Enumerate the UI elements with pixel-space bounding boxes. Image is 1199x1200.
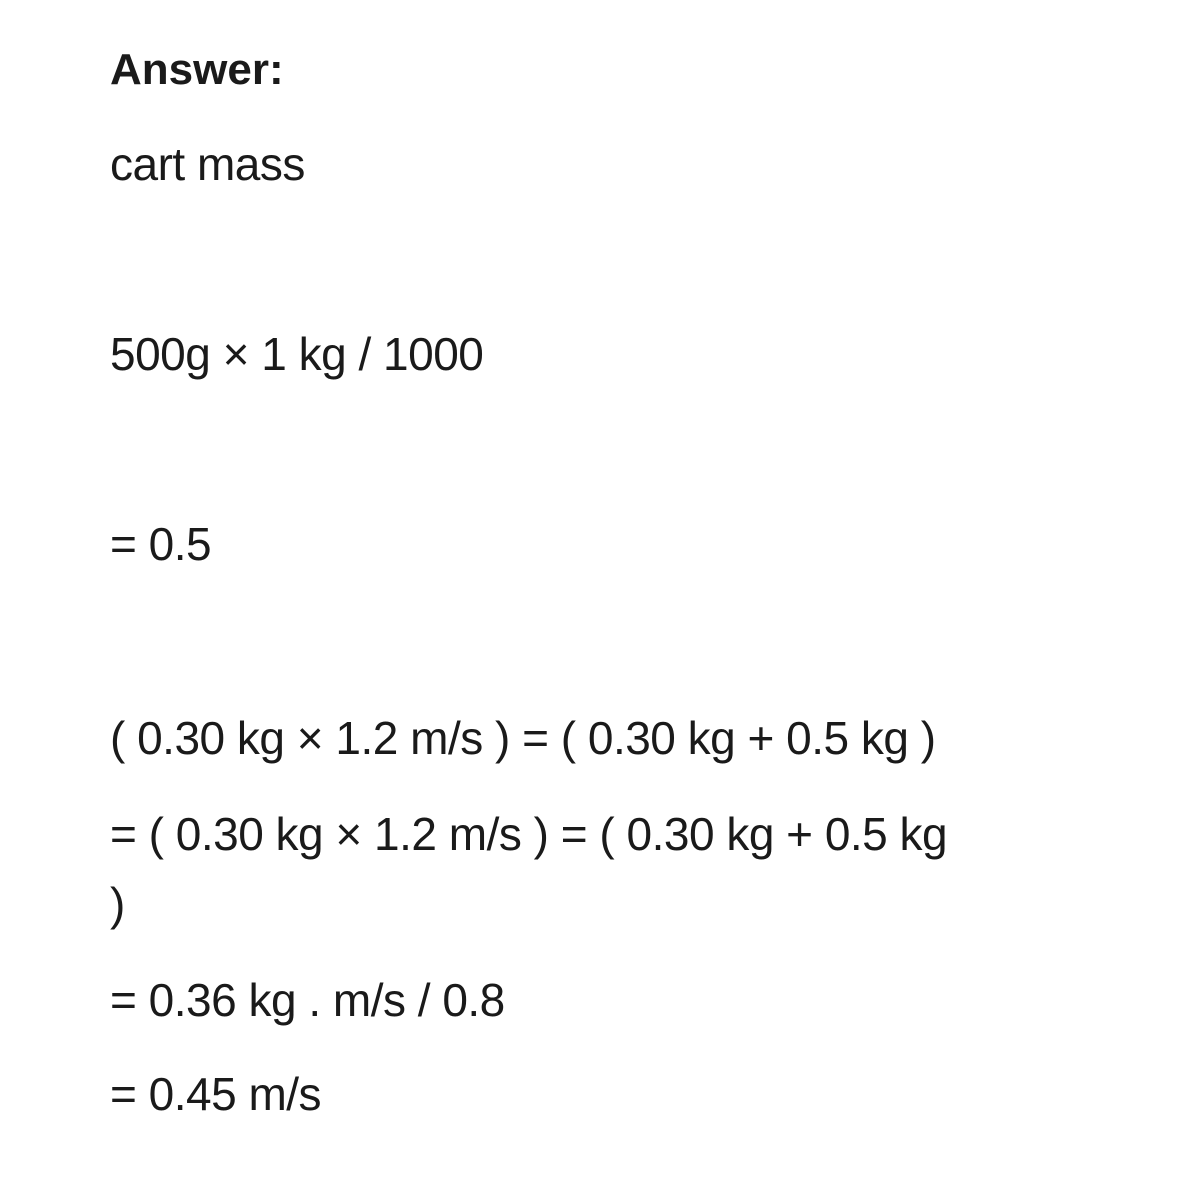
answer-line-mass-result: = 0.5 [110,518,212,570]
answer-line-final-velocity: = 0.45 m/s [110,1068,322,1120]
answer-line-conversion: 500g × 1 kg / 1000 [110,328,484,380]
answer-line-momentum-equation-repeat: = ( 0.30 kg × 1.2 m/s ) = ( 0.30 kg + 0.5 kg [110,808,948,860]
answer-heading: Answer: [110,45,284,94]
answer-line-momentum-equation: ( 0.30 kg × 1.2 m/s ) = ( 0.30 kg + 0.5 kg ) [110,712,936,764]
answer-line-cart-mass: cart mass [110,138,305,190]
answer-line-division: = 0.36 kg . m/s / 0.8 [110,974,505,1026]
answer-line-closing-paren: ) [110,878,125,930]
